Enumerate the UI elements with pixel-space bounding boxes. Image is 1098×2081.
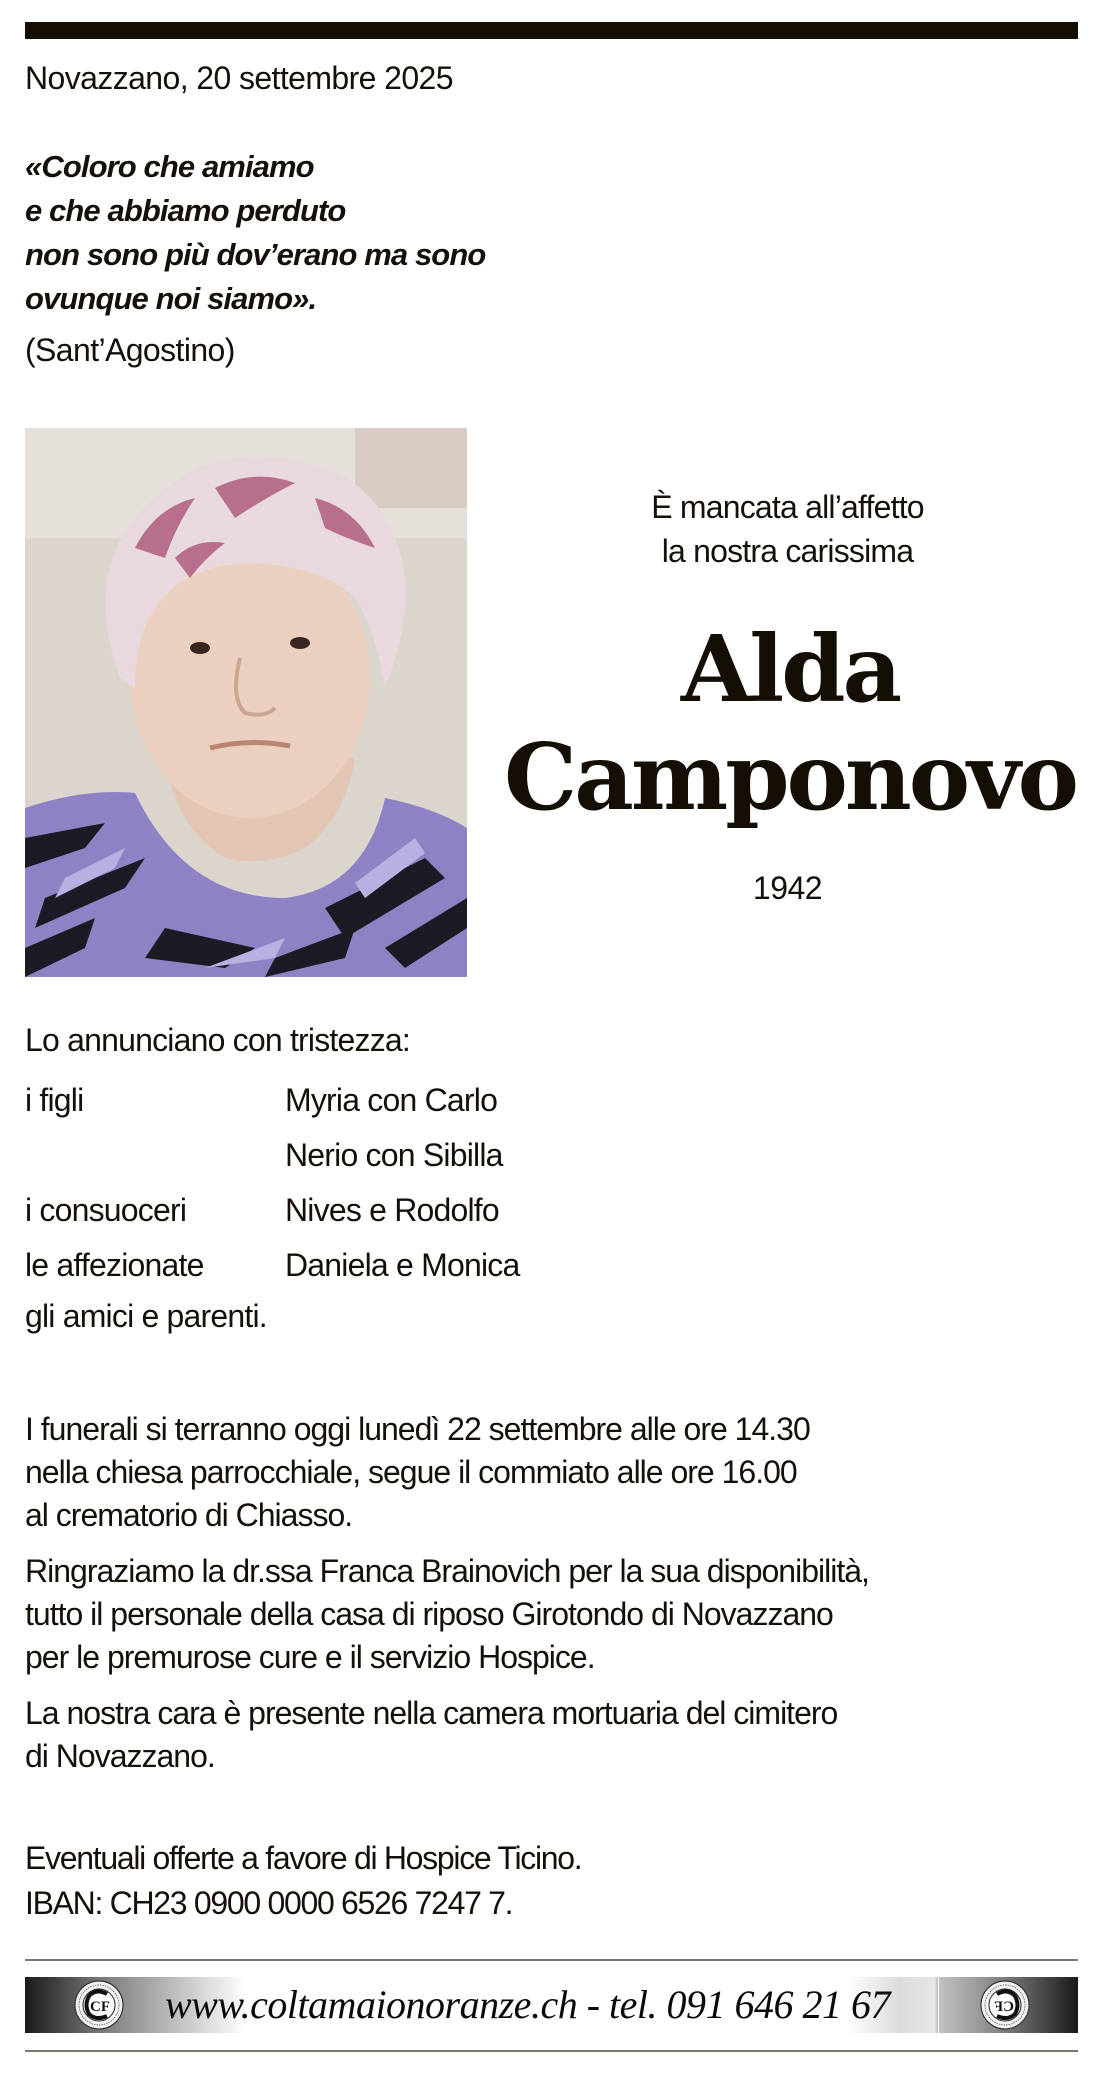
birth-year: 1942 [752, 870, 823, 906]
announcement-intro [560, 485, 1015, 573]
place-date: Novazzano, 20 settembre 2025 [25, 60, 453, 96]
footer-rule-top [25, 1959, 1078, 1961]
top-rule [25, 22, 1078, 39]
viewing-line: La nostra cara è presente nella camera mortuaria del cimitero [25, 1695, 838, 1731]
mourner-names: Myria con Carlo [285, 1082, 498, 1118]
mourner-names: Nives e Rodolfo [285, 1192, 499, 1228]
announcement-line: È mancata all’affetto [651, 489, 924, 525]
thanks-line: Ringraziamo la dr.ssa Franca Brainovich per la sua disponibilità, [25, 1553, 869, 1589]
mourners-list [25, 1073, 519, 1293]
quote-line: non sono più dov’erano ma sono [25, 237, 486, 272]
funeral-line: nella chiesa parrocchiale, segue il commiato alle ore 16.00 [25, 1454, 797, 1490]
funeral-line: I funerali si terranno oggi lunedì 22 settembre alle ore 14.30 [25, 1411, 810, 1447]
mourner-row [25, 1183, 519, 1238]
mourners-closing: gli amici e parenti. [25, 1298, 267, 1334]
svg-text:CF: CF [994, 1999, 1014, 2015]
mourner-names: Daniela e Monica [285, 1247, 520, 1283]
last-name: Camponovo [504, 723, 1076, 831]
mourner-names: Nerio con Sibilla [285, 1137, 503, 1173]
deceased-name [500, 615, 1080, 831]
mourner-row [25, 1238, 519, 1293]
thanks-paragraph [25, 1550, 869, 1679]
mourner-role: le affezionate [25, 1247, 204, 1283]
viewing-line: di Novazzano. [25, 1738, 215, 1774]
svg-text:CF: CF [90, 1999, 110, 2015]
quote-line: ovunque noi siamo». [25, 281, 317, 316]
announcement-line: la nostra carissima [661, 533, 914, 569]
banner-divider [938, 1977, 939, 2033]
footer-rule-bottom [25, 2050, 1078, 2052]
mourner-row [25, 1128, 519, 1183]
quote-author: (Sant’Agostino) [25, 332, 235, 368]
funeral-paragraph [25, 1408, 810, 1537]
mourners-intro: Lo annunciano con tristezza: [25, 1022, 410, 1058]
quote-line: e che abbiamo perduto [25, 193, 346, 228]
quote-line: «Coloro che amiamo [25, 149, 314, 184]
first-name: Alda [680, 615, 900, 723]
iban-line: IBAN: CH23 0900 0000 6526 7247 7. [25, 1885, 513, 1921]
mourner-role: i figli [25, 1082, 84, 1118]
thanks-line: per le premurose cure e il servizio Hospice. [25, 1639, 595, 1675]
cf-seal-logo-icon [74, 1980, 124, 2030]
funeral-home-contact[interactable]: www.coltamaionoranze.ch - tel. 091 646 21 67 [165, 1982, 890, 2027]
portrait-photo-icon [25, 428, 467, 977]
thanks-line: tutto il personale della casa di riposo Girotondo di Novazzano [25, 1596, 833, 1632]
portrait-photo [25, 428, 467, 977]
funeral-line: al crematorio di Chiasso. [25, 1497, 353, 1533]
viewing-paragraph [25, 1692, 837, 1778]
cf-seal-logo-mirrored-icon [980, 1980, 1030, 2030]
mourner-row [25, 1073, 519, 1128]
donation-line: Eventuali offerte a favore di Hospice Ticino. [25, 1840, 582, 1876]
donation-info [25, 1836, 581, 1926]
mourner-role: i consuoceri [25, 1192, 187, 1228]
quote [25, 145, 485, 321]
